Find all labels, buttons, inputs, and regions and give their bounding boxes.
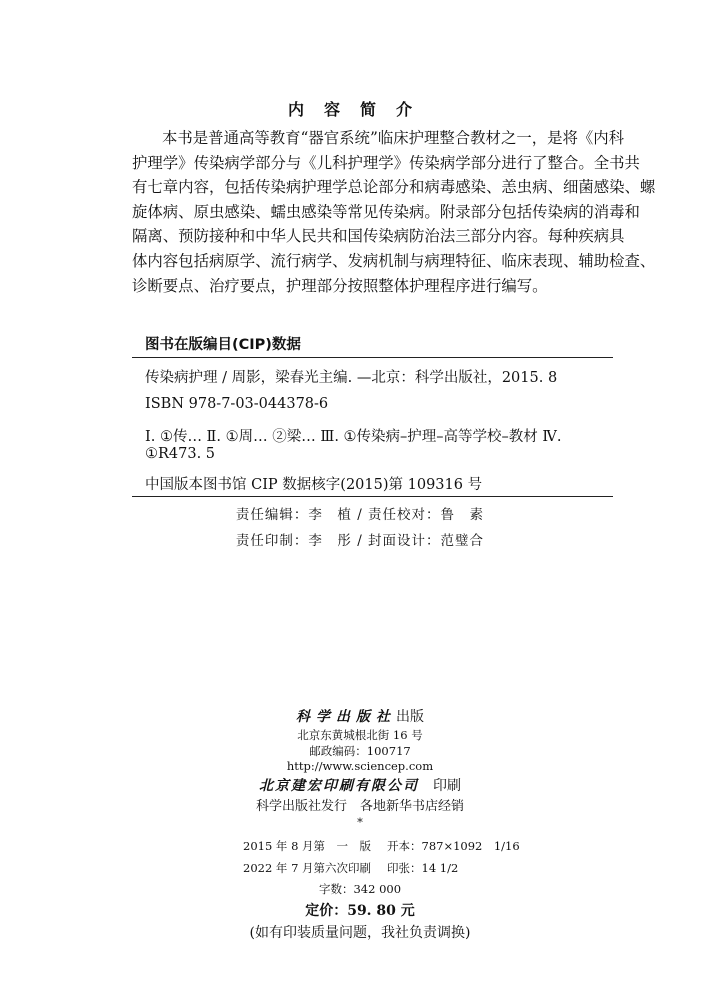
price: 定价：59. 80 元 bbox=[305, 903, 415, 919]
printer-line bbox=[0, 775, 720, 795]
quality-notice: (如有印装质量问题，我社负责调换) bbox=[249, 925, 471, 941]
cip-record-number: 中国版本图书馆 CIP 数据核字(2015)第 109316 号 bbox=[145, 477, 483, 493]
intro-line: 体内容包括病原学、流行病学、发病机制与病理特征、临床表现、辅助检查、 bbox=[132, 251, 656, 270]
cip-bottom-rule bbox=[132, 496, 613, 497]
printer-suffix: 印刷 bbox=[433, 778, 461, 794]
publisher-line bbox=[0, 706, 720, 726]
intro-line: 诊断要点、治疗要点，护理部分按照整体护理程序进行编写。 bbox=[132, 276, 548, 295]
publisher-logo: 科学出版社 bbox=[296, 709, 396, 725]
cip-top-rule bbox=[132, 357, 613, 358]
intro-line: 有七章内容，包括传染病护理学总论部分和病毒感染、恙虫病、细菌感染、螺 bbox=[132, 178, 656, 197]
editor-credits: 责任编辑：李 植 / 责任校对：鲁 素 bbox=[235, 507, 485, 523]
printer-logo: 北京建宏印刷有限公司 bbox=[259, 778, 419, 794]
intro-line: 旋体病、原虫感染、蠕虫感染等常见传染病。附录部分包括传染病的消毒和 bbox=[132, 202, 640, 221]
intro-line: 护理学》传染病学部分与《儿科护理学》传染病学部分进行了整合。全书共 bbox=[132, 153, 640, 172]
cip-classification-cont: ①R473. 5 bbox=[145, 446, 216, 462]
word-count: 字数：342 000 bbox=[318, 882, 402, 896]
cip-isbn: ISBN 978-7-03-044378-6 bbox=[145, 396, 329, 412]
edition-date: 2015 年 8 月第 一 版 bbox=[243, 839, 372, 853]
publisher-suffix: 出版 bbox=[396, 709, 424, 725]
format-spec: 开本：787×1092 1/16 bbox=[387, 839, 520, 853]
page-title: 内容简介 bbox=[287, 100, 432, 119]
cip-title-line: 传染病护理 / 周影，梁春光主编. —北京：科学出版社，2015. 8 bbox=[145, 370, 558, 386]
cip-heading: 图书在版编目(CIP)数据 bbox=[145, 337, 301, 353]
printing-date: 2022 年 7 月第六次印刷 bbox=[243, 861, 372, 875]
production-credits: 责任印制：李 彤 / 封面设计：范璧合 bbox=[235, 533, 485, 549]
separator-asterisk: * bbox=[357, 815, 363, 829]
intro-line: 隔离、预防接种和中华人民共和国传染病防治法三部分内容。每种疾病具 bbox=[132, 227, 625, 246]
intro-paragraph bbox=[132, 126, 656, 298]
distribution-line: 科学出版社发行 各地新华书店经销 bbox=[255, 799, 464, 814]
publisher-url: http://www.sciencep.com bbox=[286, 759, 434, 773]
cip-classification: Ⅰ. ①传… Ⅱ. ①周… ②梁… Ⅲ. ①传染病–护理–高等学校–教材 Ⅳ. bbox=[145, 429, 562, 445]
publisher-address: 北京东黄城根北街 16 号 bbox=[297, 728, 423, 742]
publisher-postcode: 邮政编码：100717 bbox=[309, 744, 411, 758]
intro-line: 本书是普通高等教育“器官系统”临床护理整合教材之一，是将《内科 bbox=[162, 129, 625, 147]
sheets-spec: 印张：14 1/2 bbox=[387, 861, 459, 875]
